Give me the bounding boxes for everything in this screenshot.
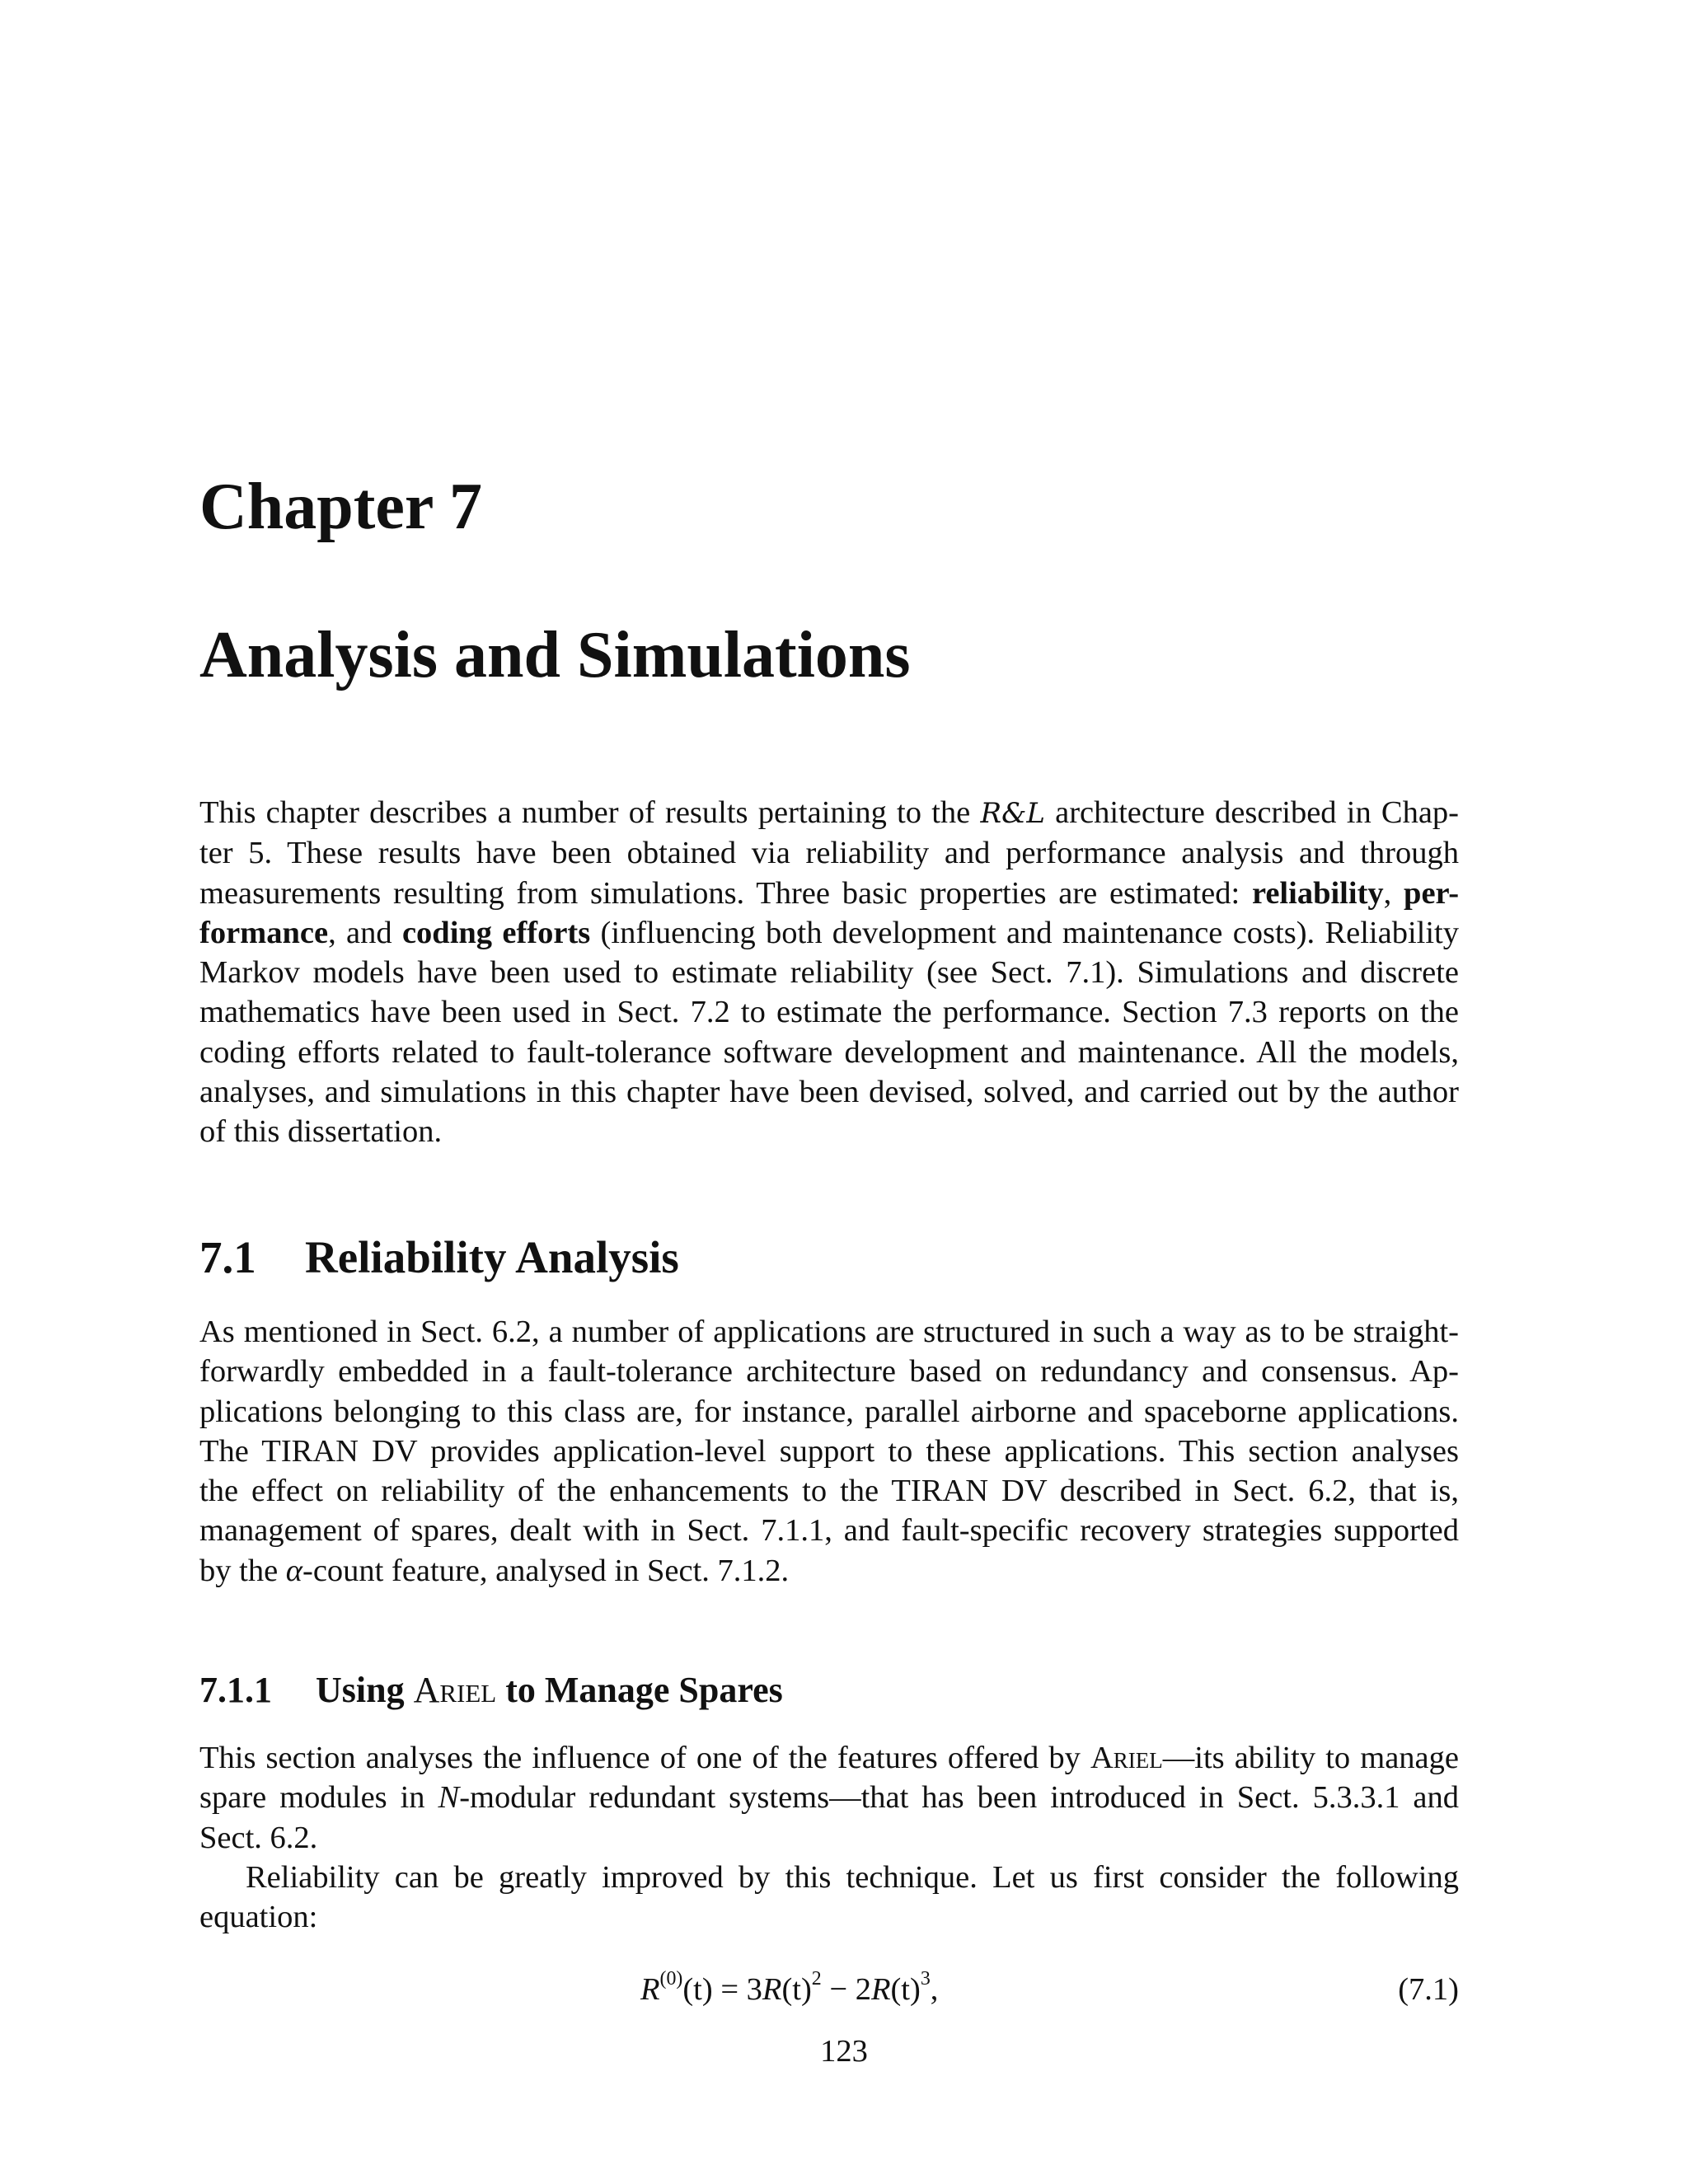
text-line: the effect on reliability of the enhancements to the TIRAN DV described in Sect. 6.2, that is, bbox=[199, 1474, 1459, 1509]
subsection-heading-7-1-1 bbox=[199, 1672, 783, 1708]
math-sup: (0) bbox=[659, 1968, 683, 1990]
text-line: forwardly embedded in a fault-tolerance architecture based on redundancy and consensus. Ap- bbox=[199, 1354, 1459, 1390]
subsection-number: 7.1.1 bbox=[199, 1670, 272, 1710]
text-line: plications belonging to this class are, for instance, parallel airborne and spaceborne applications. bbox=[199, 1394, 1459, 1429]
text-run: measurements resulting from simulations. Three basic properties are estimated: bbox=[199, 875, 1252, 911]
ariel-name: Ariel bbox=[413, 1670, 497, 1710]
text-line: coding efforts related to fault-tolerance software development and maintenance. All the models, bbox=[199, 1034, 1459, 1070]
text-run: This section analyses the influence of one of the features offered by bbox=[199, 1741, 1090, 1775]
math-text: , bbox=[930, 1972, 939, 2007]
text-run: spare modules in bbox=[199, 1780, 438, 1816]
math-sup: 3 bbox=[920, 1968, 931, 1990]
section-7-1-paragraph bbox=[199, 1312, 1459, 1591]
bold-term: per- bbox=[1404, 875, 1460, 911]
equation-body bbox=[640, 1968, 939, 2007]
text-line: The TIRAN DV provides application-level support to these applications. This section analyses bbox=[199, 1433, 1459, 1469]
subsection-title: to Manage Spares bbox=[496, 1670, 783, 1710]
math-text: (t) = 3 bbox=[682, 1972, 762, 2007]
math-sup: 2 bbox=[811, 1968, 822, 1990]
chapter-title: Analysis and Simulations bbox=[199, 619, 911, 691]
text-run: —its ability to manage bbox=[1162, 1741, 1459, 1775]
ariel-name: Ariel bbox=[1090, 1741, 1163, 1775]
text-run: , and bbox=[328, 915, 402, 950]
text-line: Markov models have been used to estimate reliability (see Sect. 7.1). Simulations and discrete bbox=[199, 955, 1459, 991]
math-var: R bbox=[762, 1972, 782, 2007]
math-text: − 2 bbox=[821, 1972, 871, 2007]
equation-number: (7.1) bbox=[1398, 1972, 1459, 2007]
intro-paragraph bbox=[199, 793, 1459, 1152]
text-line: management of spares, dealt with in Sect. 7.1.1, and fault-specific recovery strategies supported bbox=[199, 1513, 1459, 1549]
math-text: (t) bbox=[781, 1972, 812, 2007]
text-line bbox=[199, 1738, 1459, 1778]
text-run: , bbox=[1383, 875, 1404, 911]
text-run: (influencing both development and maintenance costs). Reliability bbox=[590, 915, 1460, 950]
alpha-symbol: α bbox=[285, 1553, 303, 1588]
page-number: 123 bbox=[820, 2034, 868, 2069]
text-line: As mentioned in Sect. 6.2, a number of applications are structured in such a way as to be straight- bbox=[199, 1315, 1459, 1349]
text-line bbox=[199, 913, 1459, 953]
text-run: architecture described in Chap- bbox=[1044, 795, 1459, 830]
text-line: Reliability can be greatly improved by this technique. Let us first consider the following bbox=[246, 1859, 1459, 1895]
bold-term: formance bbox=[199, 915, 329, 950]
text-line: ter 5. These results have been obtained via reliability and performance analysis and through bbox=[199, 836, 1459, 871]
section-heading-7-1 bbox=[199, 1232, 679, 1282]
text-run: -modular redundant systems—that has been introduced in Sect. 5.3.3.1 and bbox=[459, 1780, 1459, 1816]
subsection-paragraph-1 bbox=[199, 1738, 1459, 1937]
math-var: R bbox=[640, 1972, 660, 2007]
text-line bbox=[199, 874, 1459, 913]
text-line: Sect. 6.2. bbox=[199, 1820, 318, 1855]
text-run: by the bbox=[199, 1553, 286, 1588]
text-run: This chapter describes a number of results pertaining to the bbox=[199, 795, 981, 830]
text-line: equation: bbox=[199, 1900, 318, 1935]
n-symbol: N bbox=[438, 1780, 460, 1816]
section-title: Reliability Analysis bbox=[305, 1232, 679, 1282]
math-text: (t) bbox=[890, 1972, 921, 2007]
math-var: R bbox=[870, 1972, 891, 2007]
rl-symbol: R&L bbox=[980, 797, 1045, 830]
text-line: of this dissertation. bbox=[199, 1114, 443, 1150]
text-line: mathematics have been used in Sect. 7.2 to estimate the performance. Section 7.3 reports on the bbox=[199, 995, 1459, 1030]
bold-term: coding efforts bbox=[401, 915, 591, 950]
text-line bbox=[199, 1778, 1459, 1817]
text-line bbox=[199, 1551, 1459, 1591]
chapter-number: Chapter 7 bbox=[199, 471, 482, 543]
section-number: 7.1 bbox=[199, 1232, 256, 1282]
bold-term: reliability bbox=[1251, 875, 1384, 911]
text-line: analyses, and simulations in this chapter have been devised, solved, and carried out by the author bbox=[199, 1075, 1459, 1110]
text-line bbox=[199, 793, 1459, 833]
text-run: -count feature, analysed in Sect. 7.1.2. bbox=[302, 1553, 790, 1588]
subsection-title: Using bbox=[316, 1670, 414, 1710]
